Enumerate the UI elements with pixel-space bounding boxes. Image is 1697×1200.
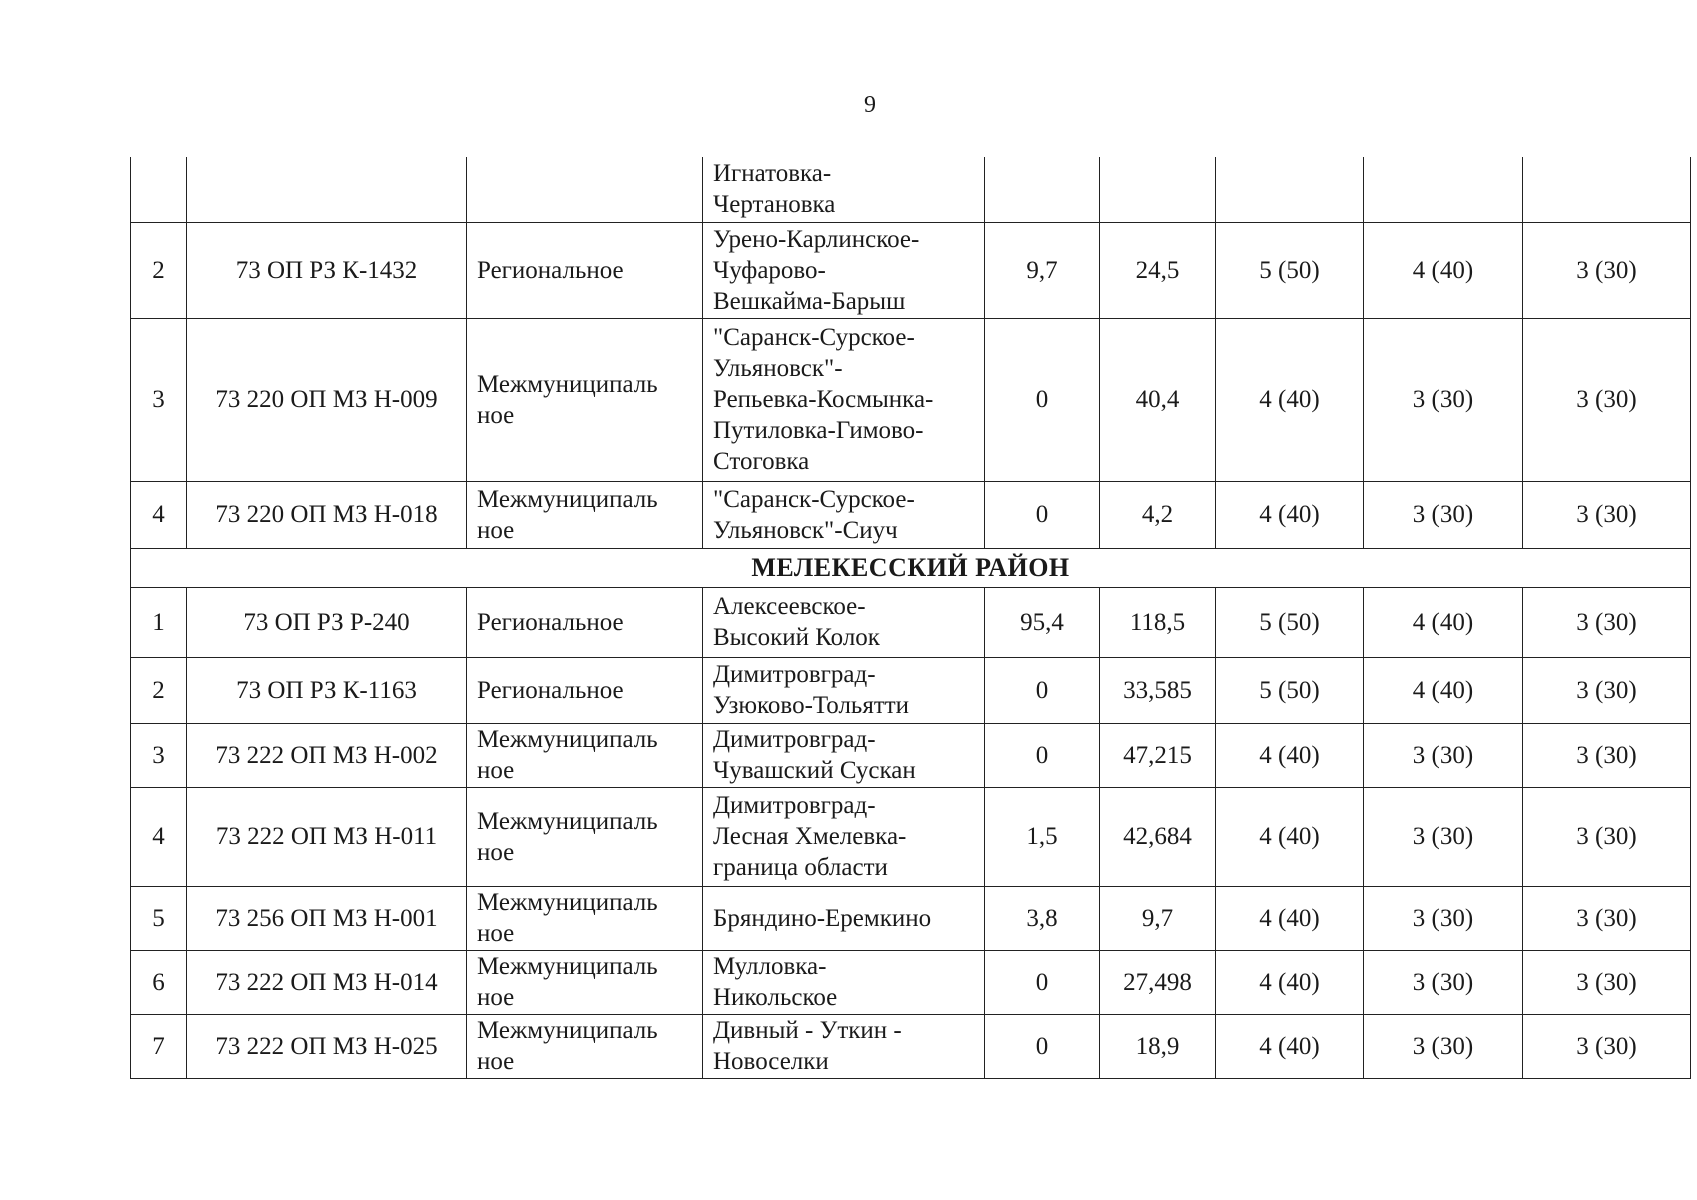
table-row (131, 222, 1691, 318)
value-3: 5 (50) (1216, 222, 1364, 318)
value-5: 3 (30) (1523, 481, 1691, 548)
table-row (131, 157, 1691, 222)
road-name: Димитровград- Лесная Хмелевка- граница области (703, 787, 985, 886)
row-number: 3 (131, 723, 187, 787)
road-name: "Саранск-Сурское- Ульяновск"-Сиуч (703, 481, 985, 548)
road-code: 73 256 ОП МЗ Н-001 (187, 886, 467, 950)
value-5: 3 (30) (1523, 318, 1691, 481)
row-number: 6 (131, 950, 187, 1014)
road-name: Мулловка- Никольское (703, 950, 985, 1014)
road-name: "Саранск-Сурское- Ульяновск"- Репьевка-Космынка- Путиловка-Гимово- Стоговка (703, 318, 985, 481)
table-row (131, 657, 1691, 723)
value-1: 0 (985, 481, 1100, 548)
value-2: 18,9 (1100, 1014, 1216, 1078)
value-4: 3 (30) (1364, 1014, 1523, 1078)
value-3: 4 (40) (1216, 318, 1364, 481)
value-5: 3 (30) (1523, 1014, 1691, 1078)
road-type (467, 157, 703, 222)
row-number (131, 157, 187, 222)
value-2: 42,684 (1100, 787, 1216, 886)
row-number: 5 (131, 886, 187, 950)
value-1: 0 (985, 318, 1100, 481)
road-name: Димитровград- Узюково-Тольятти (703, 657, 985, 723)
value-2: 24,5 (1100, 222, 1216, 318)
value-1: 0 (985, 723, 1100, 787)
road-type: Межмуниципаль ное (467, 723, 703, 787)
value-4: 4 (40) (1364, 587, 1523, 657)
road-type: Межмуниципаль ное (467, 318, 703, 481)
row-number: 4 (131, 481, 187, 548)
road-code: 73 220 ОП МЗ Н-018 (187, 481, 467, 548)
road-code (187, 157, 467, 222)
road-name: Димитровград- Чувашский Сускан (703, 723, 985, 787)
value-2: 47,215 (1100, 723, 1216, 787)
road-type: Межмуниципаль ное (467, 481, 703, 548)
value-4: 3 (30) (1364, 950, 1523, 1014)
road-code: 73 222 ОП МЗ Н-002 (187, 723, 467, 787)
value-3 (1216, 157, 1364, 222)
page-number: 9 (864, 92, 876, 118)
value-3: 5 (50) (1216, 657, 1364, 723)
value-3: 4 (40) (1216, 481, 1364, 548)
value-5: 3 (30) (1523, 657, 1691, 723)
value-1: 3,8 (985, 886, 1100, 950)
row-number: 1 (131, 587, 187, 657)
value-4: 3 (30) (1364, 723, 1523, 787)
value-3: 5 (50) (1216, 587, 1364, 657)
table-row (131, 481, 1691, 548)
value-1: 0 (985, 950, 1100, 1014)
value-3: 4 (40) (1216, 787, 1364, 886)
table-row (131, 950, 1691, 1014)
value-4: 4 (40) (1364, 222, 1523, 318)
value-1: 9,7 (985, 222, 1100, 318)
road-name: Игнатовка- Чертановка (703, 157, 985, 222)
value-3: 4 (40) (1216, 886, 1364, 950)
road-name: Дивный - Уткин - Новоселки (703, 1014, 985, 1078)
road-code: 73 ОП РЗ Р-240 (187, 587, 467, 657)
row-number: 3 (131, 318, 187, 481)
section-title: МЕЛЕКЕССКИЙ РАЙОН (131, 548, 1691, 587)
table-row (131, 1014, 1691, 1078)
table-row (131, 587, 1691, 657)
road-code: 73 222 ОП МЗ Н-025 (187, 1014, 467, 1078)
value-3: 4 (40) (1216, 1014, 1364, 1078)
value-2: 27,498 (1100, 950, 1216, 1014)
value-4: 3 (30) (1364, 787, 1523, 886)
value-2: 33,585 (1100, 657, 1216, 723)
table-row (131, 723, 1691, 787)
road-code: 73 ОП РЗ К-1432 (187, 222, 467, 318)
road-type: Межмуниципаль ное (467, 787, 703, 886)
road-type: Межмуниципаль ное (467, 886, 703, 950)
road-type: Межмуниципаль ное (467, 950, 703, 1014)
road-name: Урено-Карлинское- Чуфарово- Вешкайма-Барыш (703, 222, 985, 318)
value-5: 3 (30) (1523, 787, 1691, 886)
value-4: 4 (40) (1364, 657, 1523, 723)
road-name: Алексеевское- Высокий Колок (703, 587, 985, 657)
section-heading-row (131, 548, 1691, 587)
value-2: 4,2 (1100, 481, 1216, 548)
road-type: Региональное (467, 222, 703, 318)
value-2 (1100, 157, 1216, 222)
value-5: 3 (30) (1523, 886, 1691, 950)
value-1: 0 (985, 657, 1100, 723)
value-5: 3 (30) (1523, 723, 1691, 787)
road-code: 73 222 ОП МЗ Н-014 (187, 950, 467, 1014)
value-1: 1,5 (985, 787, 1100, 886)
value-4: 3 (30) (1364, 481, 1523, 548)
row-number: 4 (131, 787, 187, 886)
roads-table (130, 157, 1691, 1079)
road-type: Межмуниципаль ное (467, 1014, 703, 1078)
table-row (131, 886, 1691, 950)
value-3: 4 (40) (1216, 950, 1364, 1014)
row-number: 2 (131, 222, 187, 318)
road-code: 73 222 ОП МЗ Н-011 (187, 787, 467, 886)
road-name: Бряндино-Еремкино (703, 886, 985, 950)
value-5: 3 (30) (1523, 587, 1691, 657)
value-5: 3 (30) (1523, 950, 1691, 1014)
road-code: 73 220 ОП МЗ Н-009 (187, 318, 467, 481)
row-number: 2 (131, 657, 187, 723)
road-code: 73 ОП РЗ К-1163 (187, 657, 467, 723)
value-4: 3 (30) (1364, 318, 1523, 481)
row-number: 7 (131, 1014, 187, 1078)
value-4 (1364, 157, 1523, 222)
table-row (131, 787, 1691, 886)
table-row (131, 318, 1691, 481)
road-type: Региональное (467, 657, 703, 723)
value-5 (1523, 157, 1691, 222)
value-2: 118,5 (1100, 587, 1216, 657)
road-type: Региональное (467, 587, 703, 657)
value-1: 95,4 (985, 587, 1100, 657)
value-1 (985, 157, 1100, 222)
value-4: 3 (30) (1364, 886, 1523, 950)
value-5: 3 (30) (1523, 222, 1691, 318)
value-3: 4 (40) (1216, 723, 1364, 787)
value-2: 40,4 (1100, 318, 1216, 481)
value-1: 0 (985, 1014, 1100, 1078)
value-2: 9,7 (1100, 886, 1216, 950)
